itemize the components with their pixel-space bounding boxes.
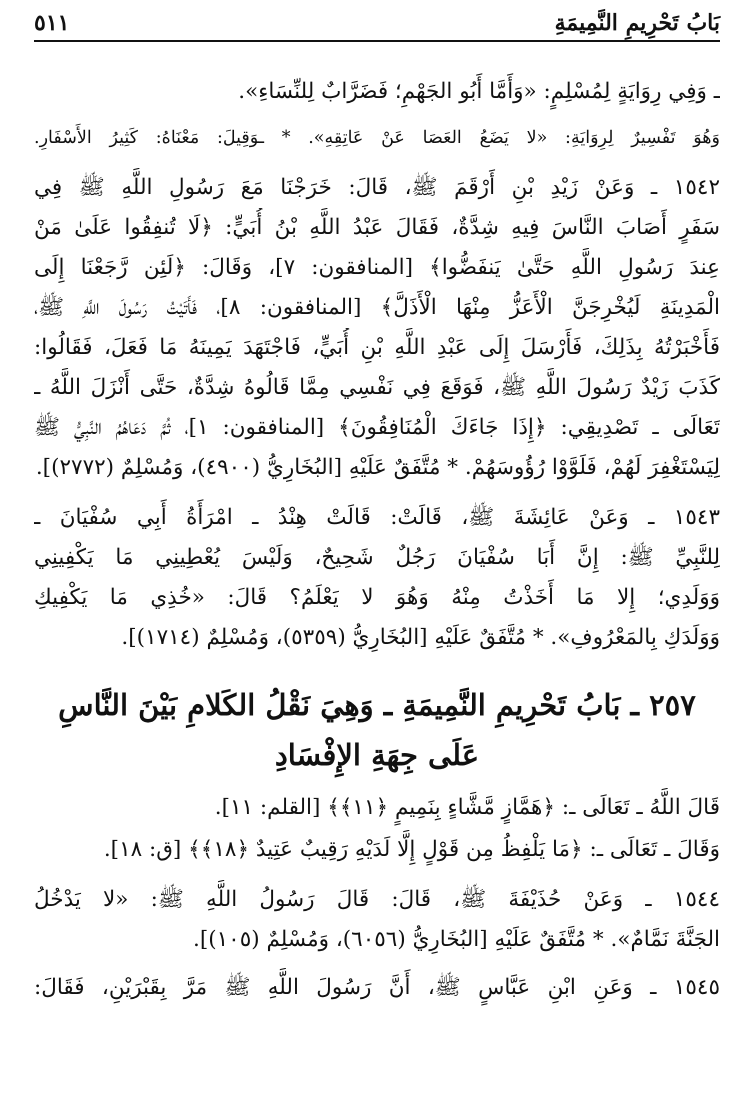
text-line: وَقَالَ ـ تَعَالَى ـ: ﴿مَا يَلْفِظُ مِن قَوْلٍ إِلَّا لَدَيْهِ رَقِيبٌ عَتِيدٌ ﴿١٨﴾﴾ [ق: ١٨]. [103, 837, 720, 862]
paragraph-explanation [34, 118, 720, 158]
text-line: ١٥٤٥ ـ وَعَنِ ابْنِ عَبَّاسٍ ﷺ، أَنَّ رَسُولَ اللَّهِ ﷺ مَرَّ بِقَبْرَيْنِ، فَقَالَ: [34, 975, 720, 1000]
text-line: وَوَلَدِي؛ إِلا مَا أَخَذْتُ مِنْهُ وَهُوَ لا يَعْلَمُ؟ قَالَ: «خُذِي مَا يَكْفِيكِ [34, 585, 720, 610]
text-line: وَوَلَدَكِ بِالمَعْرُوفِ». * مُتَّفَقٌ عَلَيْهِ [البُخَارِيُّ (٥٣٥٩)، وَمُسْلِمٌ (١٧١٤)]. [121, 625, 720, 650]
hadith-1543 [34, 498, 720, 658]
text-line: ـ وَفِي رِوَايَةٍ لِمُسْلِمٍ: «وَأَمَّا أَبُو الجَهْمِ؛ فَضَرَّابٌ لِلنِّسَاءِ». [238, 79, 720, 104]
hadith-1544 [34, 880, 720, 960]
quran-verse-1 [34, 788, 720, 828]
text-line: لِيَسْتَغْفِرَ لَهُمْ، فَلَوَّوْا رُؤُوسَهُمْ. * مُتَّفَقٌ عَلَيْهِ [البُخَارِيُّ (٤٩٠٠)، وَمُسْلِمٌ (٢٧٧٢)]. [35, 455, 720, 480]
text-line: ١٥٤٤ ـ وَعَنْ حُذَيْفَةَ ﷺ، قَالَ: قَالَ رَسُولُ اللَّهِ ﷺ: «لا يَدْخُلُ [34, 887, 720, 912]
text-line: قَالَ اللَّهُ ـ تَعَالَى ـ: ﴿هَمَّازٍ مَّشَّاءٍ بِنَمِيمٍ ﴿١١﴾﴾ [القلم: ١١]. [214, 795, 720, 820]
hadith-1545 [34, 968, 720, 1008]
text-line: فَأَخْبَرْتُهُ بِذَلِكَ، فَأَرْسَلَ إِلَى عَبْدِ اللَّهِ بْنِ أُبَيٍّ، فَاجْتَهَدَ يَمِينَهُ مَا فَعَلَ، فَقَالُوا: [34, 335, 720, 360]
page-body [34, 72, 720, 1008]
text-line: وَهُوَ تَفْسِيرٌ لِرِوَايَةِ: «لا يَضَعُ العَصَا عَنْ عَاتِقِهِ». * ـوَقِيلَ: مَعْنَاهُ: كَثِيرُ الأَسْفَارِ. [34, 128, 720, 148]
text-line: الجَنَّةَ نَمَّامٌ». * مُتَّفَقٌ عَلَيْهِ [البُخَارِيُّ (٦٠٥٦)، وَمُسْلِمٌ (١٠٥)]. [192, 927, 720, 952]
chapter-title-line-1: ٢٥٧ ـ بَابُ تَحْرِيمِ النَّمِيمَةِ ـ وَهِيَ نَقْلُ الكَلامِ بَيْنَ النَّاسِ [58, 688, 696, 722]
text-line: سَفَرٍ أَصَابَ النَّاسَ فِيهِ شِدَّةٌ، فَقَالَ عَبْدُ اللَّهِ بْنُ أُبَيٍّ: ﴿لَا تُنفِقُوا عَلَىٰ مَنْ [34, 215, 720, 240]
page-header [34, 0, 720, 42]
chapter-heading [34, 680, 720, 780]
running-title: بَابُ تَحْرِيمِ النَّمِيمَةِ [554, 10, 720, 36]
text-line: ١٥٤٢ ـ وَعَنْ زَيْدِ بْنِ أَرْقَمَ ﷺ، قَالَ: خَرَجْنَا مَعَ رَسُولِ اللَّهِ ﷺ فِي [34, 175, 720, 200]
paragraph-muslim-narration [34, 72, 720, 112]
text-line: ١٥٤٣ ـ وَعَنْ عَائِشَةَ ﷺ، قَالَتْ: قَالَتْ هِنْدُ ـ امْرَأَةُ أَبِي سُفْيَانَ ـ [34, 505, 720, 530]
text-line: الْمَدِينَةِ لَيُخْرِجَنَّ الْأَعَزُّ مِنْهَا الْأَذَلَّ﴾ [المنافقون: ٨]، فَأَتَيْتُ رَسُولَ اللَّهِ ﷺ، [34, 295, 720, 320]
text-line: عِندَ رَسُولِ اللَّهِ حَتَّىٰ يَنفَضُّوا﴾ [المنافقون: ٧]، وَقَالَ: ﴿لَئِن رَّجَعْنَا إِلَى [34, 255, 720, 280]
quran-verse-2 [34, 830, 720, 870]
text-line: كَذَبَ زَيْدٌ رَسُولَ اللَّهِ ﷺ، فَوَقَعَ فِي نَفْسِي مِمَّا قَالُوهُ شِدَّةٌ، حَتَّى أَنْزَلَ اللَّهُ ـ [34, 375, 720, 400]
chapter-title-line-2: عَلَى جِهَةِ الإِفْسَادِ [274, 738, 480, 772]
text-line: تَعَالَى ـ تَصْدِيقِي: ﴿إِذَا جَاءَكَ الْمُنَافِقُونَ﴾ [المنافقون: ١]، ثُمَّ دَعَاهُمُ النَّبِيُّ ﷺ [34, 415, 720, 440]
text-line: لِلنَّبِيِّ ﷺ: إِنَّ أَبَا سُفْيَانَ رَجُلٌ شَحِيحٌ، وَلَيْسَ يُعْطِينِي مَا يَكْفِينِي [34, 545, 720, 570]
page-number: ٥١١ [34, 10, 70, 36]
hadith-1542 [34, 168, 720, 488]
